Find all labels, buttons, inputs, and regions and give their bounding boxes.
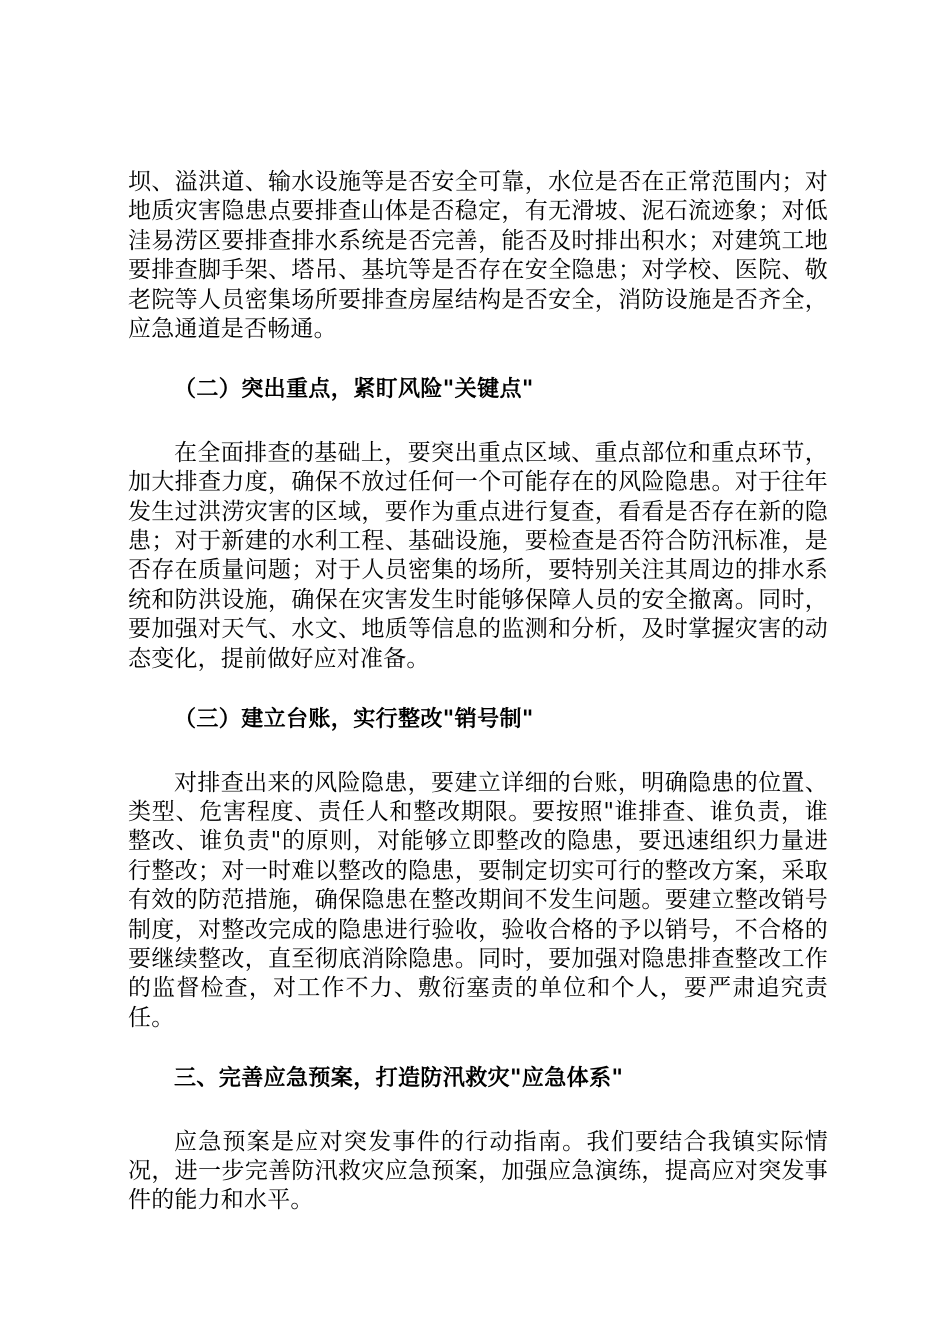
body-paragraph: 对排查出来的风险隐患，要建立详细的台账，明确隐患的位置、类型、危害程度、责任人和整改期限。要按照"谁排查、谁负责，谁整改、谁负责"的原则，对能够立即整改的隐患，要迅速组织力量进行整改；对一时难以整改的隐患，要制定切实可行的整改方案，采取有效的防范措施，确保隐患在整改期间不发生问题。要建立整改销号制度，对整改完成的隐患进行验收，验收合格的予以销号，不合格的要继续整改，直至彻底消除隐患。同时，要加强对隐患排查整改工作的监督检查，对工作不力、敷衍塞责的单位和个人，要严肃追究责任。 (128, 769, 828, 1031)
section-heading: 三、完善应急预案，打造防汛救灾"应急体系" (174, 1066, 624, 1092)
body-paragraph: 在全面排查的基础上，要突出重点区域、重点部位和重点环节，加大排查力度，确保不放过任何一个可能存在的风险隐患。对于往年发生过洪涝灾害的区域，要作为重点进行复查，看看是否存在新的隐患；对于新建的水利工程、基础设施，要检查是否符合防汛标准，是否存在质量问题；对于人员密集的场所，要特别关注其周边的排水系统和防洪设施，确保在灾害发生时能够保障人员的安全撤离。同时，要加强对天气、水文、地质等信息的监测和分析，及时掌握灾害的动态变化，提前做好应对准备。 (128, 439, 828, 672)
document-body (128, 168, 828, 1216)
heading-spacer (128, 405, 828, 439)
paragraph-spacer (128, 674, 828, 705)
heading-spacer (128, 735, 828, 769)
body-paragraph: 坝、溢洪道、输水设施等是否安全可靠，水位是否在正常范围内；对地质灾害隐患点要排查山体是否稳定，有无滑坡、泥石流迹象；对低洼易涝区要排查排水系统是否完善，能否及时排出积水；对建筑工地要排查脚手架、塔吊、基坑等是否存在安全隐患；对学校、医院、敬老院等人员密集场所要排查房屋结构是否安全，消防设施是否齐全，应急通道是否畅通。 (128, 169, 828, 343)
paragraph-spacer (128, 1033, 828, 1064)
heading-spacer (128, 1094, 828, 1128)
section-heading: （三）建立台账，实行整改"销号制" (174, 707, 534, 733)
section-heading: （二）突出重点，紧盯风险"关键点" (174, 377, 534, 403)
paragraph-spacer (128, 344, 828, 375)
body-paragraph: 应急预案是应对突发事件的行动指南。我们要结合我镇实际情况，进一步完善防汛救灾应急预案，加强应急演练，提高应对突发事件的能力和水平。 (128, 1128, 828, 1214)
